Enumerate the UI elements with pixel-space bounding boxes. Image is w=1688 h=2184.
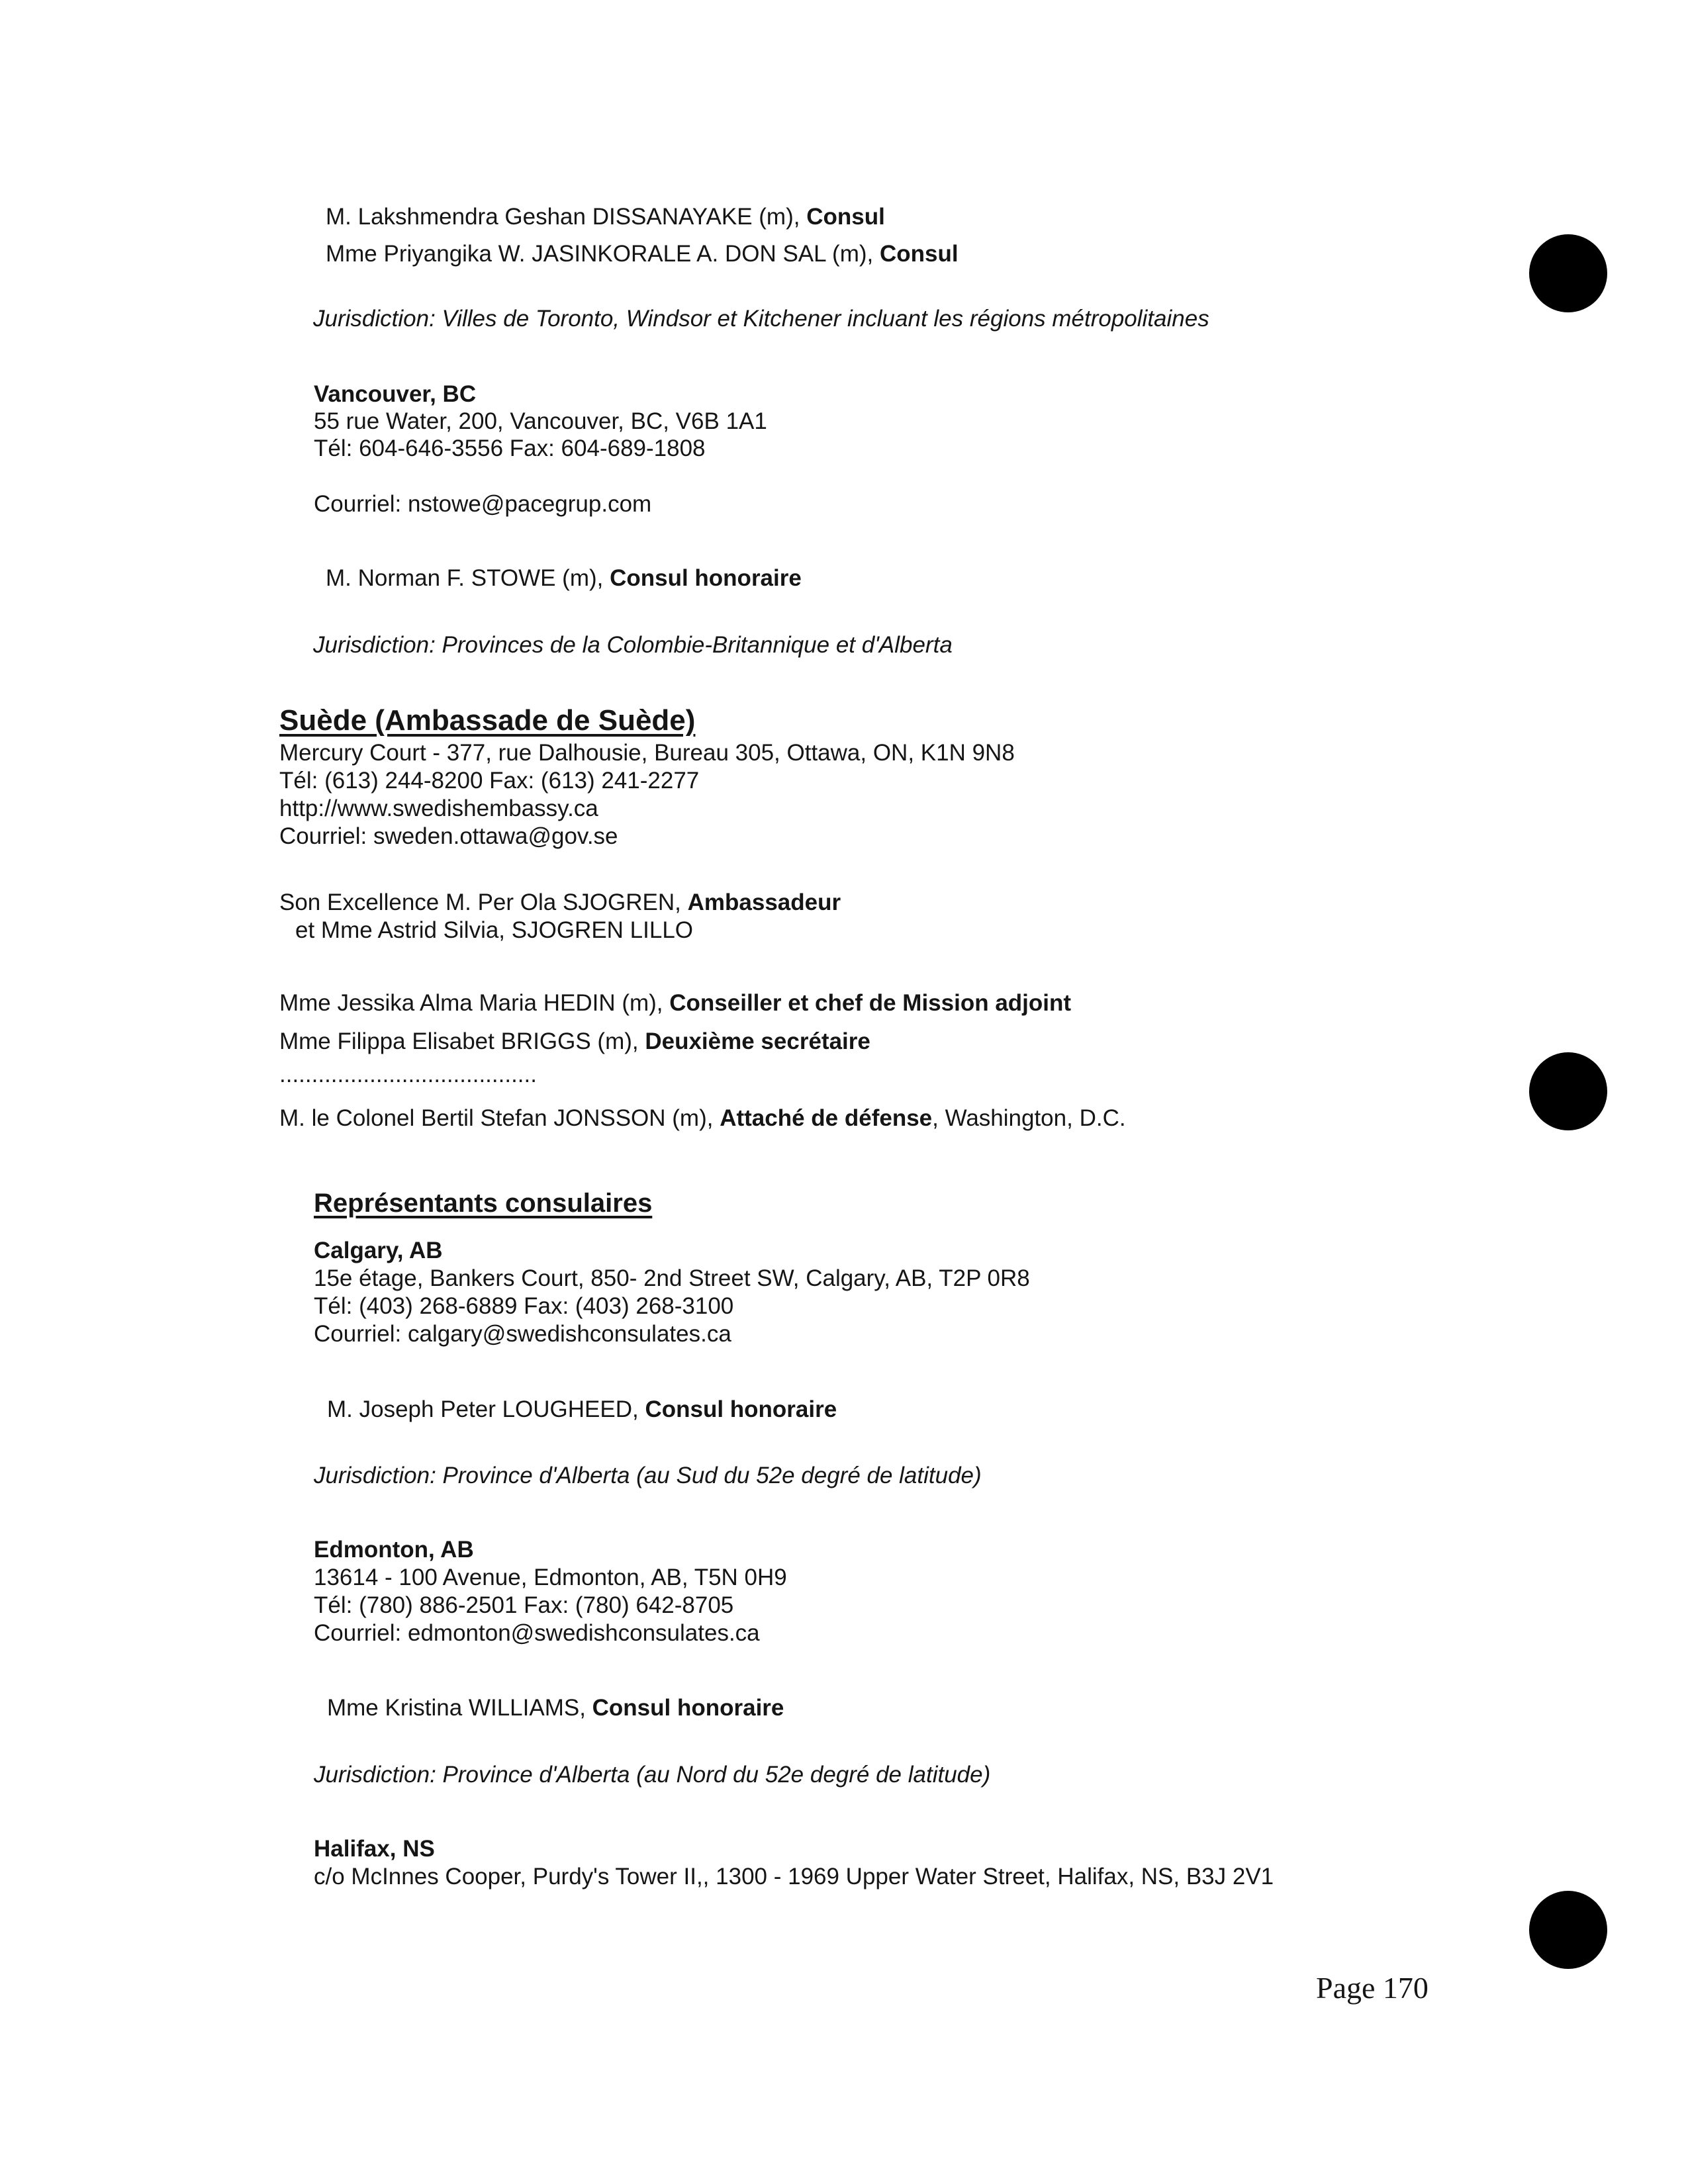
person-title: Consul: [879, 241, 959, 267]
punch-hole-middle: [1529, 1052, 1607, 1130]
person-title: Deuxième secrétaire: [645, 1028, 870, 1054]
ambassador-spouse: et Mme Astrid Silvia, SJOGREN LILLO: [295, 917, 694, 943]
jurisdiction-vancouver: Jurisdiction: Provinces de la Colombie-Britannique et d'Alberta: [313, 632, 953, 658]
embassy-address: Mercury Court - 377, rue Dalhousie, Bureau 305, Ottawa, ON, K1N 9N8: [279, 740, 1015, 766]
person-title: Consul honoraire: [610, 565, 802, 591]
phone-edmonton: Tél: (780) 886-2501 Fax: (780) 642-8705: [314, 1592, 734, 1618]
person-location: , Washington, D.C.: [932, 1105, 1126, 1131]
person-title: Attaché de défense: [720, 1105, 933, 1131]
consul-line-williams: [327, 1694, 784, 1723]
phone-vancouver: Tél: 604-646-3556 Fax: 604-689-1808: [314, 435, 706, 461]
address-calgary: 15e étage, Bankers Court, 850- 2nd Street SW, Calgary, AB, T2P 0R8: [314, 1265, 1030, 1291]
person-title: Consul honoraire: [592, 1695, 784, 1721]
address-edmonton: 13614 - 100 Avenue, Edmonton, AB, T5N 0H9: [314, 1565, 787, 1590]
email-edmonton: Courriel: edmonton@swedishconsulates.ca: [314, 1620, 760, 1646]
punch-hole-top: [1529, 234, 1607, 312]
email-calgary: Courriel: calgary@swedishconsulates.ca: [314, 1321, 731, 1347]
person-name: M. Norman F. STOWE (m),: [326, 565, 610, 591]
person-title: Consul: [806, 204, 885, 230]
consul-line-dissanayake: [326, 203, 885, 232]
page-number: Page 170: [1316, 1971, 1429, 2005]
email-vancouver: Courriel: nstowe@pacegrup.com: [314, 491, 652, 517]
person-name: Mme Filippa Elisabet BRIGGS (m),: [279, 1028, 645, 1054]
person-name: Son Excellence M. Per Ola SJOGREN,: [279, 889, 688, 915]
person-name: M. Joseph Peter LOUGHEED,: [327, 1396, 645, 1422]
consular-heading: Représentants consulaires: [314, 1189, 653, 1218]
address-halifax: c/o McInnes Cooper, Purdy's Tower II,, 1300 - 1969 Upper Water Street, Halifax, NS, B3J 2V1: [314, 1864, 1274, 1889]
dotted-separator: ........................................: [279, 1062, 537, 1087]
embassy-website: http://www.swedishembassy.ca: [279, 796, 598, 821]
city-vancouver: Vancouver, BC: [314, 381, 477, 407]
person-name: Mme Kristina WILLIAMS,: [327, 1695, 592, 1721]
person-title: Ambassadeur: [687, 889, 841, 915]
consul-line-lougheed: [327, 1395, 837, 1424]
embassy-phone: Tél: (613) 244-8200 Fax: (613) 241-2277: [279, 768, 700, 794]
jurisdiction-toronto: Jurisdiction: Villes de Toronto, Windsor et Kitchener incluant les régions métropolitaines: [313, 306, 1209, 332]
person-title: Conseiller et chef de Mission adjoint: [669, 990, 1072, 1016]
city-halifax: Halifax, NS: [314, 1836, 435, 1862]
city-calgary: Calgary, AB: [314, 1238, 443, 1263]
city-edmonton: Edmonton, AB: [314, 1537, 474, 1563]
address-vancouver: 55 rue Water, 200, Vancouver, BC, V6B 1A1: [314, 408, 767, 434]
person-name: Mme Priyangika W. JASINKORALE A. DON SAL (m),: [326, 241, 880, 267]
staff-line-jonsson: [279, 1104, 1126, 1133]
country-heading-sweden: Suède (Ambassade de Suède): [279, 704, 696, 737]
ambassador-line: [279, 888, 841, 917]
consul-line-jasinkorale: [326, 240, 959, 269]
staff-line-briggs: [279, 1027, 870, 1056]
phone-calgary: Tél: (403) 268-6889 Fax: (403) 268-3100: [314, 1293, 734, 1319]
embassy-email: Courriel: sweden.ottawa@gov.se: [279, 823, 618, 849]
punch-hole-bottom: [1529, 1891, 1607, 1969]
consul-line-stowe: [326, 564, 802, 593]
person-name: M. le Colonel Bertil Stefan JONSSON (m),: [279, 1105, 720, 1131]
jurisdiction-calgary: Jurisdiction: Province d'Alberta (au Sud du 52e degré de latitude): [314, 1463, 982, 1488]
staff-line-hedin: [279, 989, 1071, 1018]
person-name: Mme Jessika Alma Maria HEDIN (m),: [279, 990, 670, 1016]
person-name: M. Lakshmendra Geshan DISSANAYAKE (m),: [326, 204, 807, 230]
jurisdiction-edmonton: Jurisdiction: Province d'Alberta (au Nord du 52e degré de latitude): [314, 1762, 991, 1788]
person-title: Consul honoraire: [645, 1396, 837, 1422]
